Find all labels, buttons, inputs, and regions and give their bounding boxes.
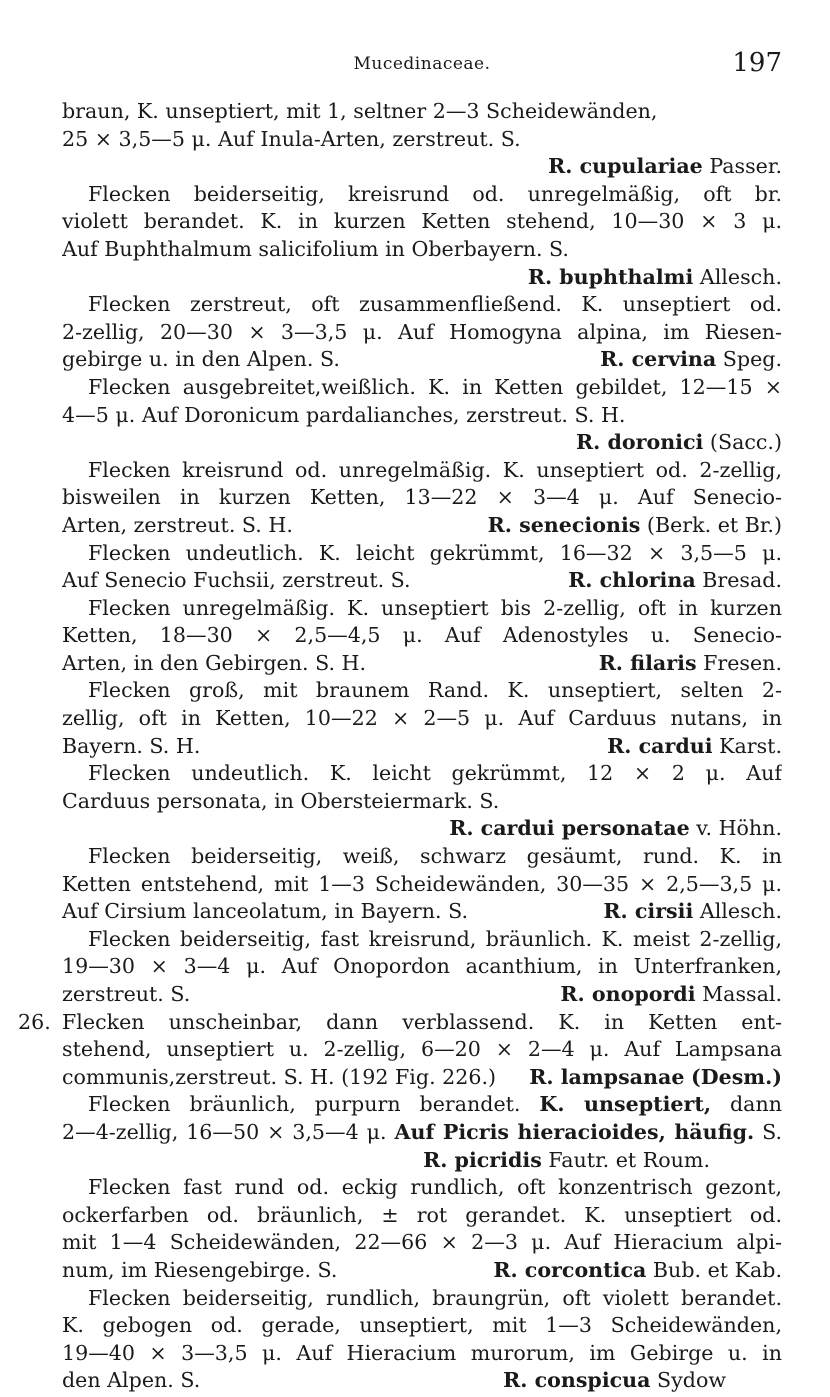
species-name: R. conspicua bbox=[503, 1368, 651, 1393]
text-line: zerstreut. S. R. onopordi Massal. bbox=[62, 982, 782, 1006]
species-line bbox=[62, 1147, 782, 1175]
text-line: bisweilen in kurzen Ketten, 13—22 × 3—4 μ. Auf Senecio- bbox=[62, 485, 782, 510]
text-line: num, im Riesengebirge. S. R. corcontica Bub. et Kab. bbox=[62, 1257, 782, 1282]
text-line: zellig, oft in Ketten, 10—22 × 2—5 μ. Auf Carduus nutans, in bbox=[62, 706, 782, 731]
species-author: Bub. et Kab. bbox=[652, 1257, 782, 1282]
text-line: communis,zerstreut. S. H. (192 Fig. 226.) R. lampsanae (Desm.) bbox=[62, 1064, 782, 1089]
text-line: Ketten entstehend, mit 1—3 Scheidewänden, 30—35 × 2,5—3,5 μ. bbox=[62, 871, 782, 896]
text-line: 2-zellig, 20—30 × 3—3,5 μ. Auf Homogyna alpina, im Riesen- bbox=[62, 319, 782, 344]
text-line: 2—4-zellig, 16—50 × 3,5—4 μ. Auf Picris hieracioides, häufig. S. bbox=[62, 1119, 782, 1144]
text-line: 19—30 × 3—4 μ. Auf Onopordon acanthium, in Unterfranken, bbox=[62, 954, 782, 979]
text-line: Flecken zerstreut, oft zusammenfließend. K. unseptiert od. bbox=[88, 292, 782, 317]
species-name: R. cirsii bbox=[603, 899, 694, 924]
species-name: R. filaris bbox=[598, 650, 697, 675]
species-name: R. picridis bbox=[423, 1147, 542, 1172]
text-line: Flecken beiderseitig, kreisrund od. unregelmäßig, oft br. bbox=[88, 181, 782, 206]
species-name: R. lampsanae bbox=[529, 1064, 685, 1089]
species-line bbox=[62, 815, 782, 843]
text-line: stehend, unseptiert u. 2-zellig, 6—20 × 2—4 μ. Auf Lampsana bbox=[62, 1037, 782, 1062]
text-line: Ketten, 18—30 × 2,5—4,5 μ. Auf Adenostyles u. Senecio- bbox=[62, 623, 782, 648]
text-line: gebirge u. in den Alpen. S. R. cervina Speg. bbox=[62, 347, 782, 372]
species-author: Fautr. et Roum. bbox=[548, 1147, 710, 1172]
page-body bbox=[18, 98, 782, 1395]
text-line: 19—40 × 3—3,5 μ. Auf Hieracium murorum, im Gebirge u. in bbox=[62, 1340, 782, 1365]
text-line: Arten, zerstreut. S. H. R. senecionis (Berk. et Br.) bbox=[62, 512, 782, 537]
species-name: R. chlorina bbox=[568, 568, 696, 593]
species-author: (Desm.) bbox=[690, 1064, 782, 1089]
text-line: 4—5 μ. Auf Doronicum pardalianches, zerstreut. S. H. bbox=[62, 402, 626, 427]
species-name: R. cupulariae bbox=[548, 154, 703, 179]
text-line: Flecken beiderseitig, rundlich, braungrün, oft violett berandet. bbox=[88, 1285, 782, 1310]
text-line: Flecken bräunlich, purpurn berandet. K. unseptiert, dann bbox=[88, 1092, 782, 1117]
text-line: Bayern. S. H. R. cardui Karst. bbox=[62, 733, 782, 758]
species-name: R. cardui bbox=[607, 733, 713, 758]
species-name: R. cardui personatae bbox=[449, 816, 690, 841]
species-author: Allesch. bbox=[699, 264, 782, 289]
species-name: R. doronici bbox=[576, 430, 704, 455]
text-line: Carduus personata, in Obersteiermark. S. bbox=[62, 788, 500, 813]
text-line: Flecken unregelmäßig. K. unseptiert bis 2-zellig, oft in kurzen bbox=[88, 595, 782, 620]
text-line: Arten, in den Gebirgen. S. H. R. filaris Fresen. bbox=[62, 650, 782, 675]
species-author: Massal. bbox=[702, 982, 782, 1006]
species-author: Fresen. bbox=[703, 650, 782, 675]
text-line: den Alpen. S. R. conspicua Sydow bbox=[62, 1368, 726, 1393]
species-author: Allesch. bbox=[699, 899, 782, 924]
text-line: 26. Flecken unscheinbar, dann verblassend. K. in Ketten ent- bbox=[18, 1009, 782, 1034]
species-name: R. cervina bbox=[600, 347, 717, 372]
running-title: Mucedinaceae. bbox=[353, 54, 491, 74]
page-number: 197 bbox=[732, 48, 782, 78]
species-author: Karst. bbox=[719, 733, 782, 758]
text-line: Flecken ausgebreitet,weißlich. K. in Ketten gebildet, 12—15 × bbox=[88, 374, 782, 399]
text-line: Flecken fast rund od. eckig rundlich, oft konzentrisch gezont, bbox=[88, 1175, 782, 1200]
text-line: mit 1—4 Scheidewänden, 22—66 × 2—3 μ. Auf Hieracium alpi- bbox=[62, 1230, 782, 1255]
species-author: Speg. bbox=[722, 347, 782, 372]
text-line: Flecken beiderseitig, weiß, schwarz gesäumt, rund. K. in bbox=[88, 844, 782, 869]
text-line: K. gebogen od. gerade, unseptiert, mit 1—3 Scheidewänden, bbox=[62, 1313, 782, 1338]
text-line: Flecken beiderseitig, fast kreisrund, bräunlich. K. meist 2-zellig, bbox=[88, 926, 782, 951]
species-name: R. corcontica bbox=[493, 1257, 647, 1282]
species-author: Passer. bbox=[709, 154, 782, 179]
text-line: Auf Senecio Fuchsii, zerstreut. S. R. chlorina Bresad. bbox=[62, 568, 782, 593]
text-line: 25 × 3,5—5 μ. Auf Inula-Arten, zerstreut. S. bbox=[62, 126, 521, 151]
text-line: Flecken undeutlich. K. leicht gekrümmt, 12 × 2 μ. Auf bbox=[88, 761, 782, 786]
species-name: R. buphthalmi bbox=[527, 264, 694, 289]
text-line: braun, K. unseptiert, mit 1, seltner 2—3 Scheidewänden, bbox=[62, 99, 658, 123]
text-line: ockerfarben od. bräunlich, ± rot gerandet. K. unseptiert od. bbox=[62, 1202, 782, 1227]
species-line bbox=[62, 429, 782, 457]
species-line bbox=[62, 264, 782, 292]
species-name: R. senecionis bbox=[487, 512, 641, 537]
species-name: R. onopordi bbox=[560, 982, 696, 1006]
text-line: Auf Cirsium lanceolatum, in Bayern. S. R. cirsii Allesch. bbox=[62, 899, 782, 924]
species-author: (Sacc.) bbox=[709, 430, 782, 455]
species-author: Sydow bbox=[657, 1368, 726, 1393]
species-author: v. Höhn. bbox=[696, 816, 782, 841]
species-author: Bresad. bbox=[702, 568, 782, 593]
text-line: Flecken undeutlich. K. leicht gekrümmt, 16—32 × 3,5—5 μ. bbox=[88, 540, 782, 565]
text-line: violett berandet. K. in kurzen Ketten stehend, 10—30 × 3 μ. bbox=[62, 209, 782, 234]
text-line: Flecken groß, mit braunem Rand. K. unseptiert, selten 2- bbox=[88, 678, 782, 703]
species-author: (Berk. et Br.) bbox=[646, 512, 782, 537]
text-line: Auf Buphthalmum salicifolium in Oberbayern. S. bbox=[62, 236, 569, 261]
text-line: Flecken kreisrund od. unregelmäßig. K. unseptiert od. 2-zellig, bbox=[88, 457, 782, 482]
species-line bbox=[62, 153, 782, 181]
page-header bbox=[62, 48, 782, 88]
